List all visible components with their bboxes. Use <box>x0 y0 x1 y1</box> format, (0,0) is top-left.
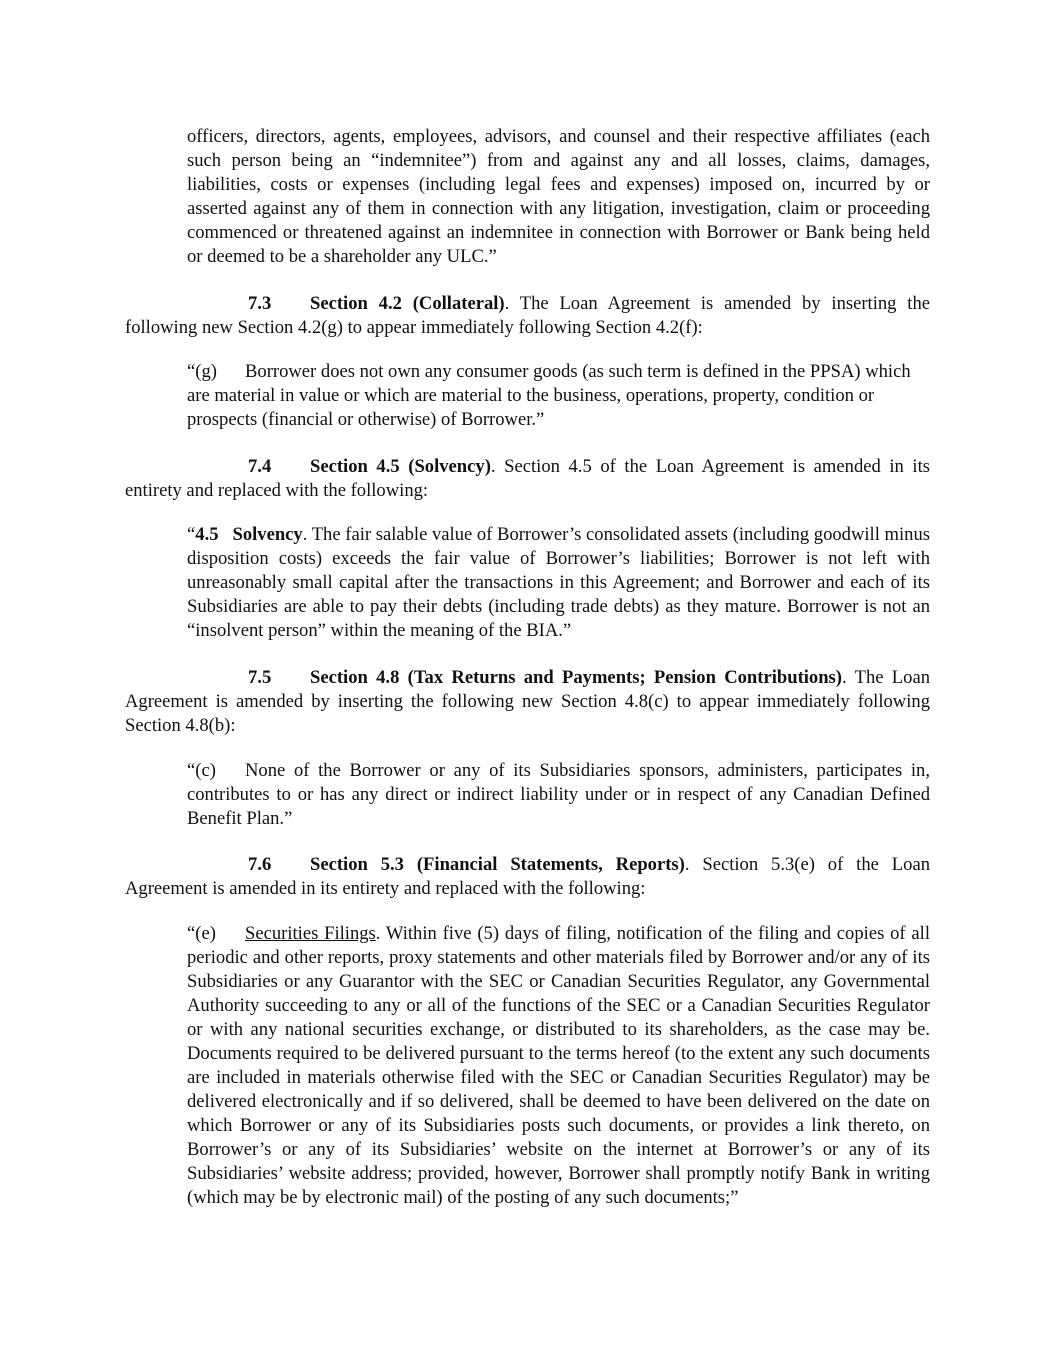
clause-5-3-e-title: Securities Filings <box>245 923 376 944</box>
clause-4-5-label: 4.5 <box>195 524 219 545</box>
section-7-6-text: . Section 5.3(e) of the Loan Agreement is amended in its entirety and replaced with the following: <box>125 854 930 899</box>
section-7-6-number: 7.6 <box>248 854 272 875</box>
section-7-3-title: Section 4.2 (Collateral) <box>310 293 505 314</box>
section-7-3-text: . The Loan Agreement is amended by inserting the following new Section 4.2(g) to appear immediately following Section 4.2(f): <box>125 293 930 338</box>
continued-indemnity-paragraph <box>187 125 930 269</box>
clause-4-8-c-label: “(c) <box>187 760 216 781</box>
section-7-4-number: 7.4 <box>248 456 272 477</box>
section-7-3-paragraph <box>125 292 930 340</box>
section-7-5-title: Section 4.8 (Tax Returns and Payments; Pension Contributions) <box>310 667 842 688</box>
clause-4-5-paragraph <box>187 523 930 643</box>
clause-4-2-g-paragraph <box>187 360 930 432</box>
clause-4-8-c-text: None of the Borrower or any of its Subsidiaries sponsors, administers, participates in, contributes to or has any direct or indirect liability under or in respect of any Canadian Defined Benefit Plan.” <box>187 760 930 829</box>
section-7-4-text: . Section 4.5 of the Loan Agreement is amended in its entirety and replaced with the following: <box>125 456 930 501</box>
section-7-6-paragraph <box>125 853 930 901</box>
section-7-4-title: Section 4.5 (Solvency) <box>310 456 491 477</box>
section-7-4-paragraph <box>125 455 930 503</box>
clause-5-3-e-label: “(e) <box>187 923 216 944</box>
clause-4-5-text: . The fair salable value of Borrower’s consolidated assets (including goodwill minus disposition costs) exceeds the fair value of Borrower’s liabilities; Borrower is not left with unreasonably small capital after the transactions in this Agreement; and Borrower and each of its Subsidiaries are able to pay their debts (including trade debts) as they mature. Borrower is not an “insolvent person” within the meaning of the BIA.” <box>187 524 931 641</box>
section-7-5-paragraph <box>125 666 930 738</box>
clause-5-3-e-text: . Within five (5) days of filing, notification of the filing and copies of all periodic and other reports, proxy statements and other materials filed by Borrower and/or any of its Subsidiaries or any Guarantor with the SEC or Canadian Securities Regulator, any Governmental Authority succeeding to any or all of the functions of the SEC or a Canadian Securities Regulator or with any national securities exchange, or distributed to its shareholders, as the case may be. Documents required to be delivered pursuant to the terms hereof (to the extent any such documents are included in materials otherwise filed with the SEC or Canadian Securities Regulator) may be delivered electronically and if so delivered, shall be deemed to have been delivered on the date on which Borrower or any of its Subsidiaries posts such documents, or provides a link thereto, on Borrower’s or any of its Subsidiaries’ website on the internet at Borrower’s or any of its Subsidiaries’ website address; provided, however, Borrower shall promptly notify Bank in writing (which may be by electronic mail) of the posting of any such documents;” <box>187 923 930 1208</box>
clause-4-2-g-text: Borrower does not own any consumer goods (as such term is defined in the PPSA) which are material in value or which are material to the business, operations, property, condition or prospects (financial or otherwise) of Borrower.” <box>187 361 911 430</box>
clause-4-2-g-label: “(g) <box>187 361 217 382</box>
section-7-5-number: 7.5 <box>248 667 272 688</box>
section-7-5-text: . The Loan Agreement is amended by inserting the following new Section 4.8(c) to appear immediately following Section 4.8(b): <box>125 667 930 736</box>
clause-4-5-title: Solvency <box>232 524 303 545</box>
clause-5-3-e-paragraph <box>187 922 930 1210</box>
section-7-6-title: Section 5.3 (Financial Statements, Reports) <box>310 854 685 875</box>
continued-indemnity-text: officers, directors, agents, employees, advisors, and counsel and their respective affiliates (each such person being an “indemnitee”) from and against any and all losses, claims, damages, liabilities, costs or expenses (including legal fees and expenses) imposed on, incurred by or asserted against any of them in connection with any litigation, investigation, claim or proceeding commenced or threatened against an indemnitee in connection with Borrower or Bank being held or deemed to be a shareholder any ULC.” <box>187 126 930 267</box>
section-7-3-number: 7.3 <box>248 293 272 314</box>
clause-4-8-c-paragraph <box>187 759 930 831</box>
clause-4-5-open-quote: “ <box>187 524 196 545</box>
